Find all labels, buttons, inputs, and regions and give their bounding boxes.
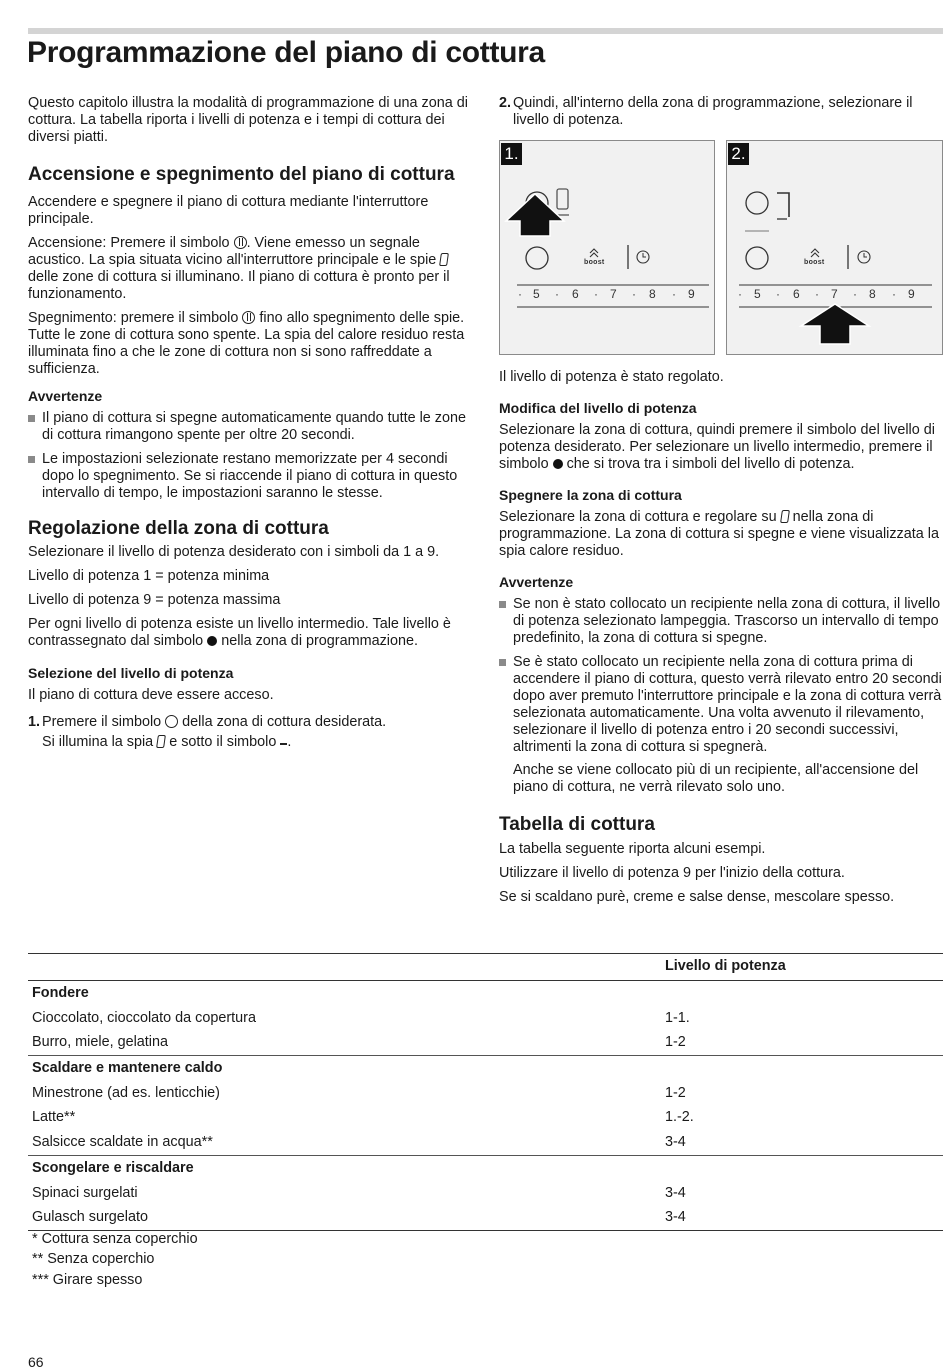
warnings-heading: Avvertenze <box>499 574 574 590</box>
cooktop-diagram-1 <box>500 141 714 354</box>
table-header-level: Livello di potenza <box>665 958 786 974</box>
zone-ring-icon <box>526 247 548 269</box>
table-row: Cioccolato, cioccolato da copertura 1-1. <box>32 1009 690 1026</box>
figure-step-1: 1. boost · 5 · 6 · 7 · 8 · 9 <box>499 140 715 355</box>
table-intro-1: La tabella seguente riporta alcuni esempi. <box>499 841 766 857</box>
table-row: Minestrone (ad es. lenticchie) 1-2 <box>32 1084 686 1101</box>
warning-item: Se è stato collocato un recipiente nella zona di cottura prima di accendere il piano di cottura, questo verrà rilevato entro 20 secondi dopo aver premuto l'interruttore principale e la zona di cottura verrà selezionata automaticamente. Una volta avvenuto il rilevamento, selezionare il livello di potenza entro i 20 secondi successivi, altrimenti la zona di cottura si spegnerà. Anche se viene collocato più di un recipiente, all'accensione del piano di cottura, ne verrà rilevato solo uno. <box>499 654 943 796</box>
cooktop-diagram-2 <box>727 141 942 354</box>
zone-min-paragraph: Livello di potenza 1 = potenza minima <box>28 568 270 584</box>
power-level-digit: 8 <box>649 287 656 301</box>
warning-item: Il piano di cottura si spegne automaticamente quando tutte le zone di cottura rimangono spente per oltre 20 secondi. <box>28 410 470 444</box>
power-level-digit: 9 <box>688 287 695 301</box>
table-row: Spinaci surgelati 3-4 <box>32 1184 686 1201</box>
power-level-digit: 5 <box>533 287 540 301</box>
zone-off-paragraph: Selezionare la zona di cottura e regolare su nella zona di programmazione. La zona di cottura si spegne e viene visualizzata la spia calore residuo. <box>499 509 939 559</box>
result-paragraph: Il livello di potenza è stato regolato. <box>499 369 724 385</box>
boost-icon <box>590 249 598 257</box>
zone-ring-icon <box>746 192 768 214</box>
zone-ring-icon <box>165 715 178 728</box>
table-category-row: Scaldare e mantenere caldo <box>28 1055 943 1081</box>
power-icon <box>242 311 255 324</box>
left-column <box>28 95 470 751</box>
table-intro-2: Utilizzare il livello di potenza 9 per l'inizio della cottura. <box>499 865 845 881</box>
power-level-digit: 6 <box>572 287 579 301</box>
warning-item: Le impostazioni selezionate restano memorizzate per 4 secondi dopo lo spegnimento. Se si riaccende il piano di cottura in questo intervallo di tempo, le impostazioni saranno le stesse. <box>28 451 470 502</box>
level-seven-display-icon <box>777 193 789 217</box>
zero-display-icon <box>156 735 166 748</box>
page-title: Programmazione del piano di cottura <box>27 36 545 69</box>
boost-label: boost <box>584 259 605 266</box>
section-heading-zone: Regolazione della zona di cottura <box>28 518 329 539</box>
precondition-paragraph: Il piano di cottura deve essere acceso. <box>28 687 274 703</box>
table-category-row: Scongelare e riscaldare <box>28 1155 943 1181</box>
power-level-digit: 9 <box>908 287 915 301</box>
warnings-heading: Avvertenze <box>28 388 103 404</box>
top-rule <box>28 28 943 34</box>
power-level-digit: 6 <box>793 287 800 301</box>
zero-display-icon <box>439 253 449 266</box>
power-level-digit: 7 <box>831 287 838 301</box>
power-off-paragraph: Spegnimento: premere il simbolo fino allo spegnimento delle spie. Tutte le zone di cottura sono spente. La spia del calore residuo resta illuminata fino a che le zone di cottura non si sono raffreddate a sufficienza. <box>28 310 465 377</box>
table-footnotes <box>32 1229 198 1290</box>
zone-intermediate-paragraph: Per ogni livello di potenza esiste un livello intermedio. Tale livello è contrassegnato dal simbolo nella zona di programmazione. <box>28 616 451 649</box>
table-category-row: Fondere <box>32 985 89 1001</box>
table-row: Burro, miele, gelatina 1-2 <box>32 1034 686 1051</box>
table-row: Gulasch surgelato 3-4 <box>32 1209 686 1226</box>
zone-ring-icon <box>746 247 768 269</box>
section-heading-power: Accensione e spegnimento del piano di cottura <box>28 164 455 185</box>
subsection-heading: Selezione del livello di potenza <box>28 665 234 681</box>
table-section-heading: Tabella di cottura <box>499 814 655 835</box>
zone-paragraph: Selezionare il livello di potenza desiderato con i simboli da 1 a 9. <box>28 544 440 560</box>
right-column-top <box>499 95 943 129</box>
power-level-digit: 5 <box>754 287 761 301</box>
power-paragraph: Accendere e spegnere il piano di cottura mediante l'interruttore principale. <box>28 194 429 227</box>
modify-heading: Modifica del livello di potenza <box>499 400 697 416</box>
power-on-paragraph: Accensione: Premere il simbolo . Viene emesso un segnale acustico. La spia situata vicino all'interruttore principale e le spie delle zone di cottura si illuminano. Il piano di cottura è pronto per il funzionamento. <box>28 235 450 302</box>
footnote: *** Girare spesso <box>32 1271 143 1288</box>
table-intro-3: Se si scaldano purè, creme e salse dense, mescolare spesso. <box>499 889 895 905</box>
zone-max-paragraph: Livello di potenza 9 = potenza massima <box>28 592 281 608</box>
zero-display-icon <box>780 510 790 523</box>
footnote: ** Senza coperchio <box>32 1251 155 1268</box>
arrow-icon <box>801 304 869 344</box>
step-2: 2. Quindi, all'interno della zona di programmazione, selezionare il livello di potenza. <box>499 95 913 128</box>
boost-label: boost <box>804 259 825 266</box>
zero-display-icon <box>557 189 568 209</box>
zone-off-heading: Spegnere la zona di cottura <box>499 487 682 503</box>
footnote: * Cottura senza coperchio <box>32 1231 198 1247</box>
figure-step-2: 2. boost · 5 · 6 · 7 · 8 · 9 <box>726 140 943 355</box>
boost-icon <box>811 249 819 257</box>
modify-paragraph: Selezionare la zona di cottura, quindi premere il simbolo del livello di potenza desiderato. Per selezionare un livello intermedio, premere il simbolo che si trova tra i simboli del livello di potenza. <box>499 422 935 472</box>
power-level-digit: 7 <box>610 287 617 301</box>
figure-badge: 1. <box>501 143 522 165</box>
intermediate-dot-icon <box>207 636 217 646</box>
right-column <box>499 369 943 913</box>
step-1: 1. Premere il simbolo della zona di cottura desiderata. Si illumina la spia e sotto il simbolo . <box>28 714 387 750</box>
table-row: Salsicce scaldate in acqua** 3-4 <box>32 1134 686 1151</box>
power-level-digit: 8 <box>869 287 876 301</box>
cooking-table <box>28 953 943 1231</box>
table-row: Latte** 1.-2. <box>32 1109 694 1126</box>
warning-item: Se non è stato collocato un recipiente nella zona di cottura, il livello di potenza selezionato lampeggia. Trascorso un intervallo di tempo predefinito, la zona di cottura si spegne. <box>499 596 943 647</box>
table-header-row <box>28 953 943 981</box>
page-number: 66 <box>28 1354 44 1370</box>
power-icon <box>234 236 247 249</box>
figure-badge: 2. <box>728 143 749 165</box>
arrow-icon <box>506 194 564 236</box>
intro-paragraph: Questo capitolo illustra la modalità di programmazione di una zona di cottura. La tabella riporta i livelli di potenza e i tempi di cottura dei diversi piatti. <box>28 95 468 145</box>
intermediate-dot-icon <box>553 459 563 469</box>
